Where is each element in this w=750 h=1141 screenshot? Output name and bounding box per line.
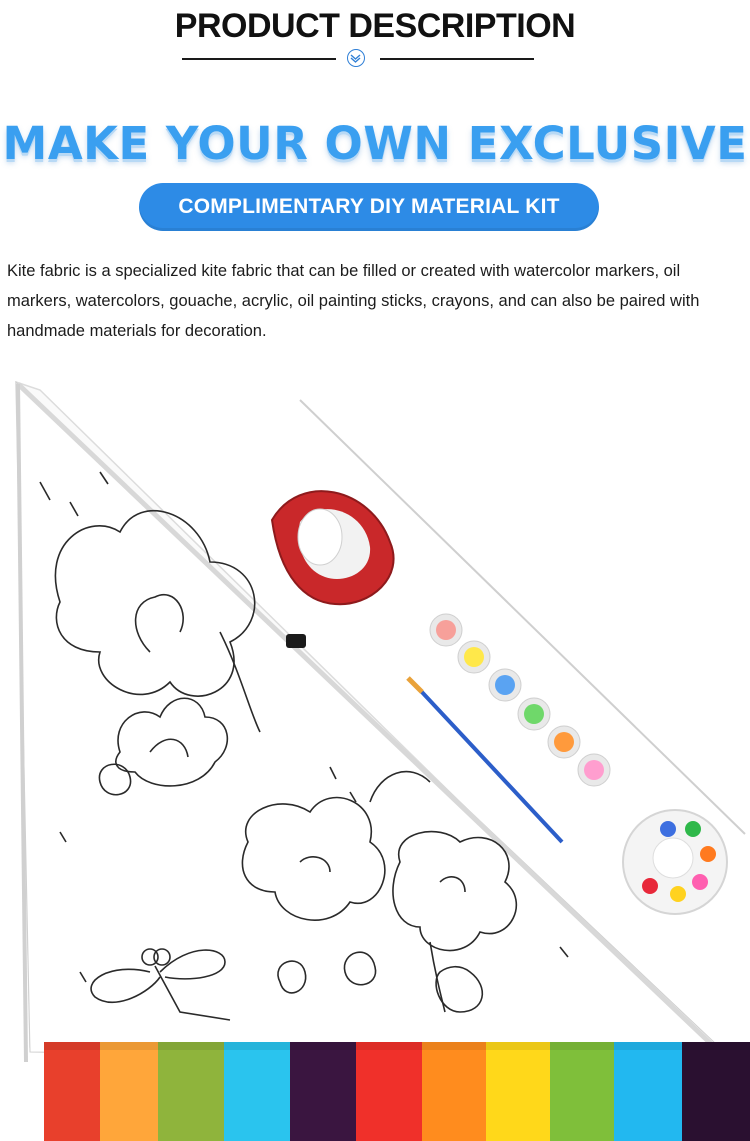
paint-palette [623, 810, 727, 914]
title-divider-left [182, 58, 336, 60]
kite-kit-photo [0, 372, 750, 1141]
string-reel [272, 491, 394, 604]
product-description: Kite fabric is a specialized kite fabric that can be filled or created with watercolor markers, oil markers, watercolors, gouache, acrylic, oil painting sticks, crayons, and can also be paired with handmade materials for decoration. [7, 262, 700, 340]
paint-pots [430, 614, 610, 786]
section-title: PRODUCT DESCRIPTION [174, 7, 576, 45]
kite-clip [286, 634, 306, 648]
kit-badge: COMPLIMENTARY DIY MATERIAL KIT [139, 183, 599, 231]
rainbow-tail [44, 1042, 750, 1141]
chevron-down-icon [347, 49, 365, 67]
title-divider-right [380, 58, 534, 60]
headline: MAKE YOUR OWN EXCLUSIVE [2, 117, 748, 170]
